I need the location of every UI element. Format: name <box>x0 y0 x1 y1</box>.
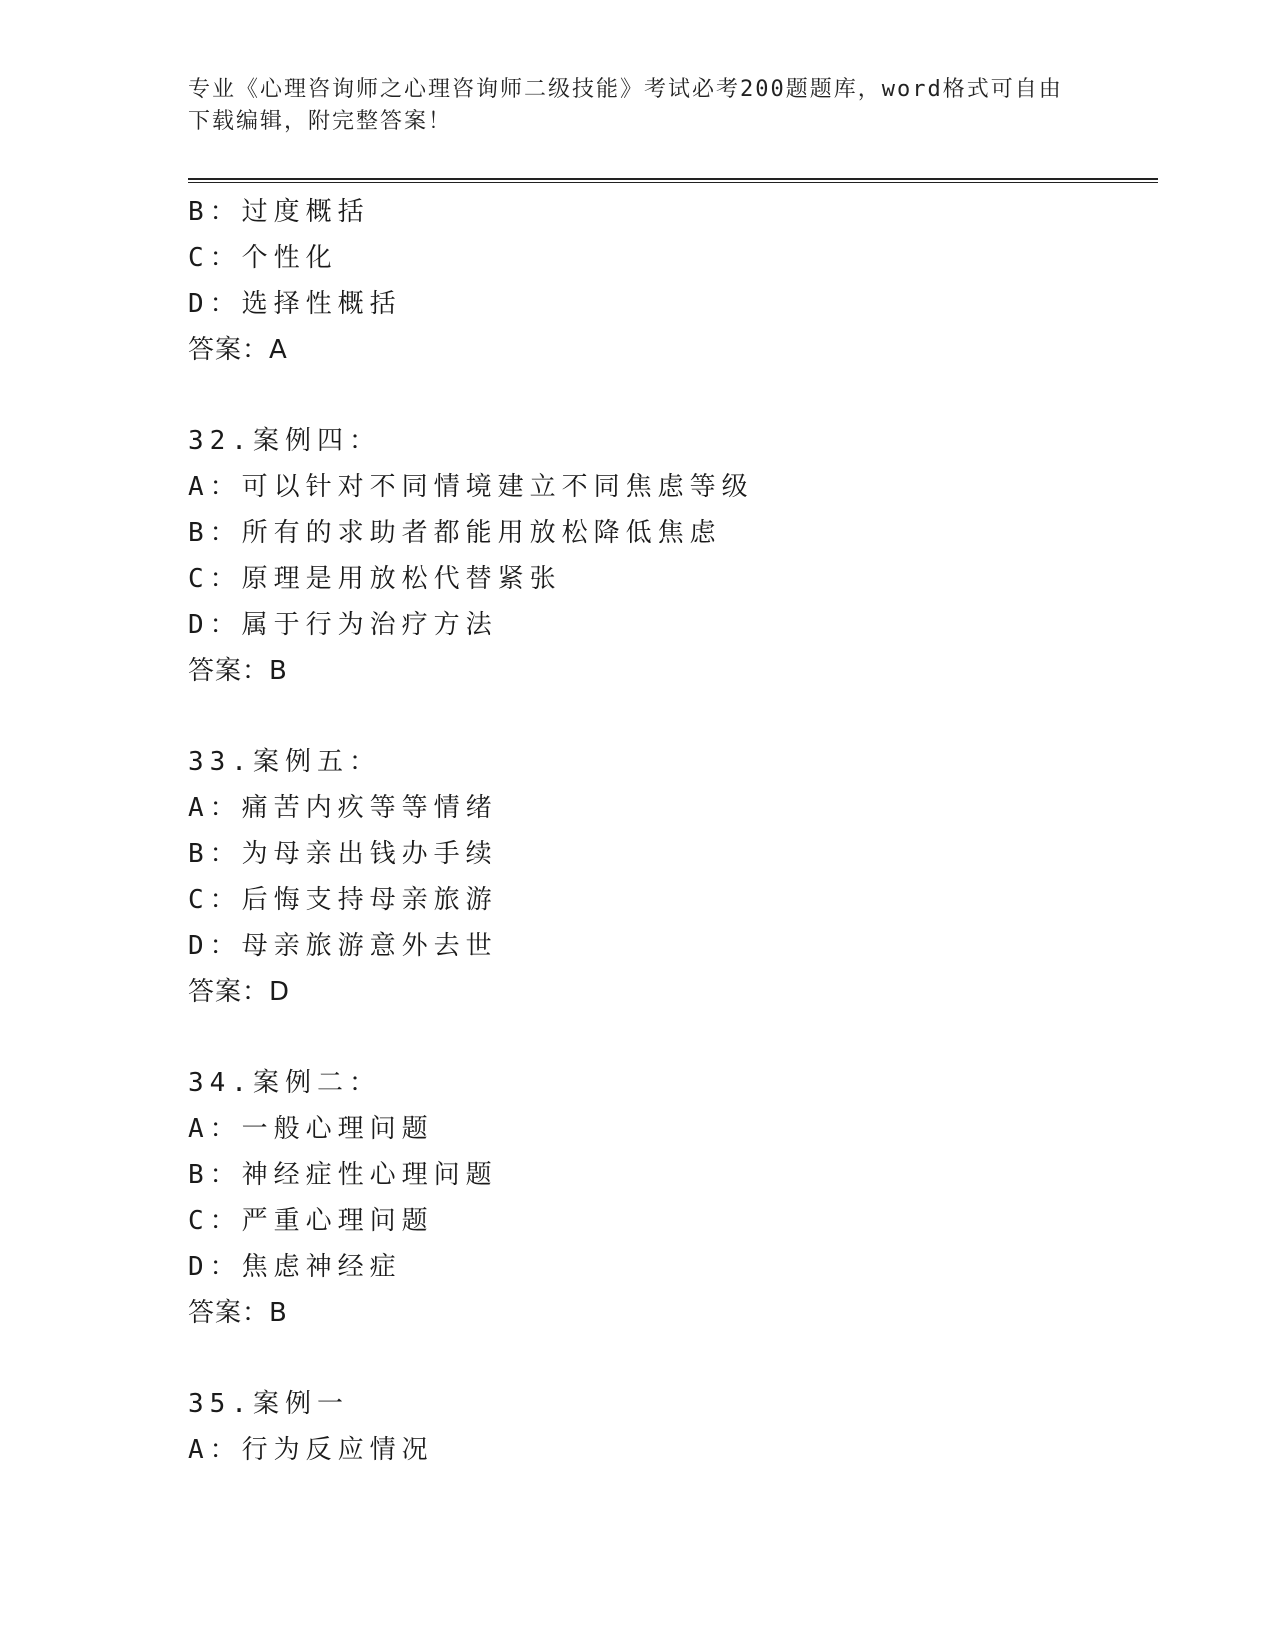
answer-option: C：个性化 <box>188 243 338 273</box>
answer-key: 答案：B <box>188 1298 288 1328</box>
answer-option: D：选择性概括 <box>188 289 402 319</box>
question-title: 33.案例五： <box>188 747 381 777</box>
header-divider <box>188 178 1158 183</box>
question-block <box>188 739 1148 1015</box>
question-block <box>188 1381 1148 1473</box>
document-header: 专业《心理咨询师之心理咨询师二级技能》考试必考200题题库，word格式可自由下载编辑，附完整答案！ <box>188 77 1063 134</box>
answer-option: C：原理是用放松代替紧张 <box>188 564 562 594</box>
block-spacer <box>188 373 1148 418</box>
answer-option: B：所有的求助者都能用放松降低焦虑 <box>188 518 722 548</box>
question-block <box>188 418 1148 694</box>
question-title: 34.案例二： <box>188 1068 381 1098</box>
answer-option: D：焦虑神经症 <box>188 1252 402 1282</box>
answer-option: D：母亲旅游意外去世 <box>188 931 498 961</box>
answer-option: B：神经症性心理问题 <box>188 1160 498 1190</box>
answer-option: A：可以针对不同情境建立不同焦虑等级 <box>188 472 754 502</box>
answer-option: A：行为反应情况 <box>188 1435 434 1465</box>
answer-option: C：后悔支持母亲旅游 <box>188 885 498 915</box>
answer-key: 答案：D <box>188 977 291 1007</box>
block-spacer <box>188 1015 1148 1060</box>
answer-key: 答案：A <box>188 335 288 365</box>
question-block <box>188 1060 1148 1336</box>
answer-option: D：属于行为治疗方法 <box>188 610 498 640</box>
question-list <box>188 189 1148 1473</box>
answer-option: A：一般心理问题 <box>188 1114 434 1144</box>
block-spacer <box>188 1336 1148 1381</box>
question-title: 35.案例一 <box>188 1389 349 1419</box>
answer-option: A：痛苦内疚等等情绪 <box>188 793 498 823</box>
question-title: 32.案例四： <box>188 426 381 456</box>
question-block <box>188 189 1148 373</box>
answer-option: C：严重心理问题 <box>188 1206 434 1236</box>
answer-option: B：为母亲出钱办手续 <box>188 839 498 869</box>
block-spacer <box>188 694 1148 739</box>
answer-option: B：过度概括 <box>188 197 370 227</box>
answer-key: 答案：B <box>188 656 288 686</box>
